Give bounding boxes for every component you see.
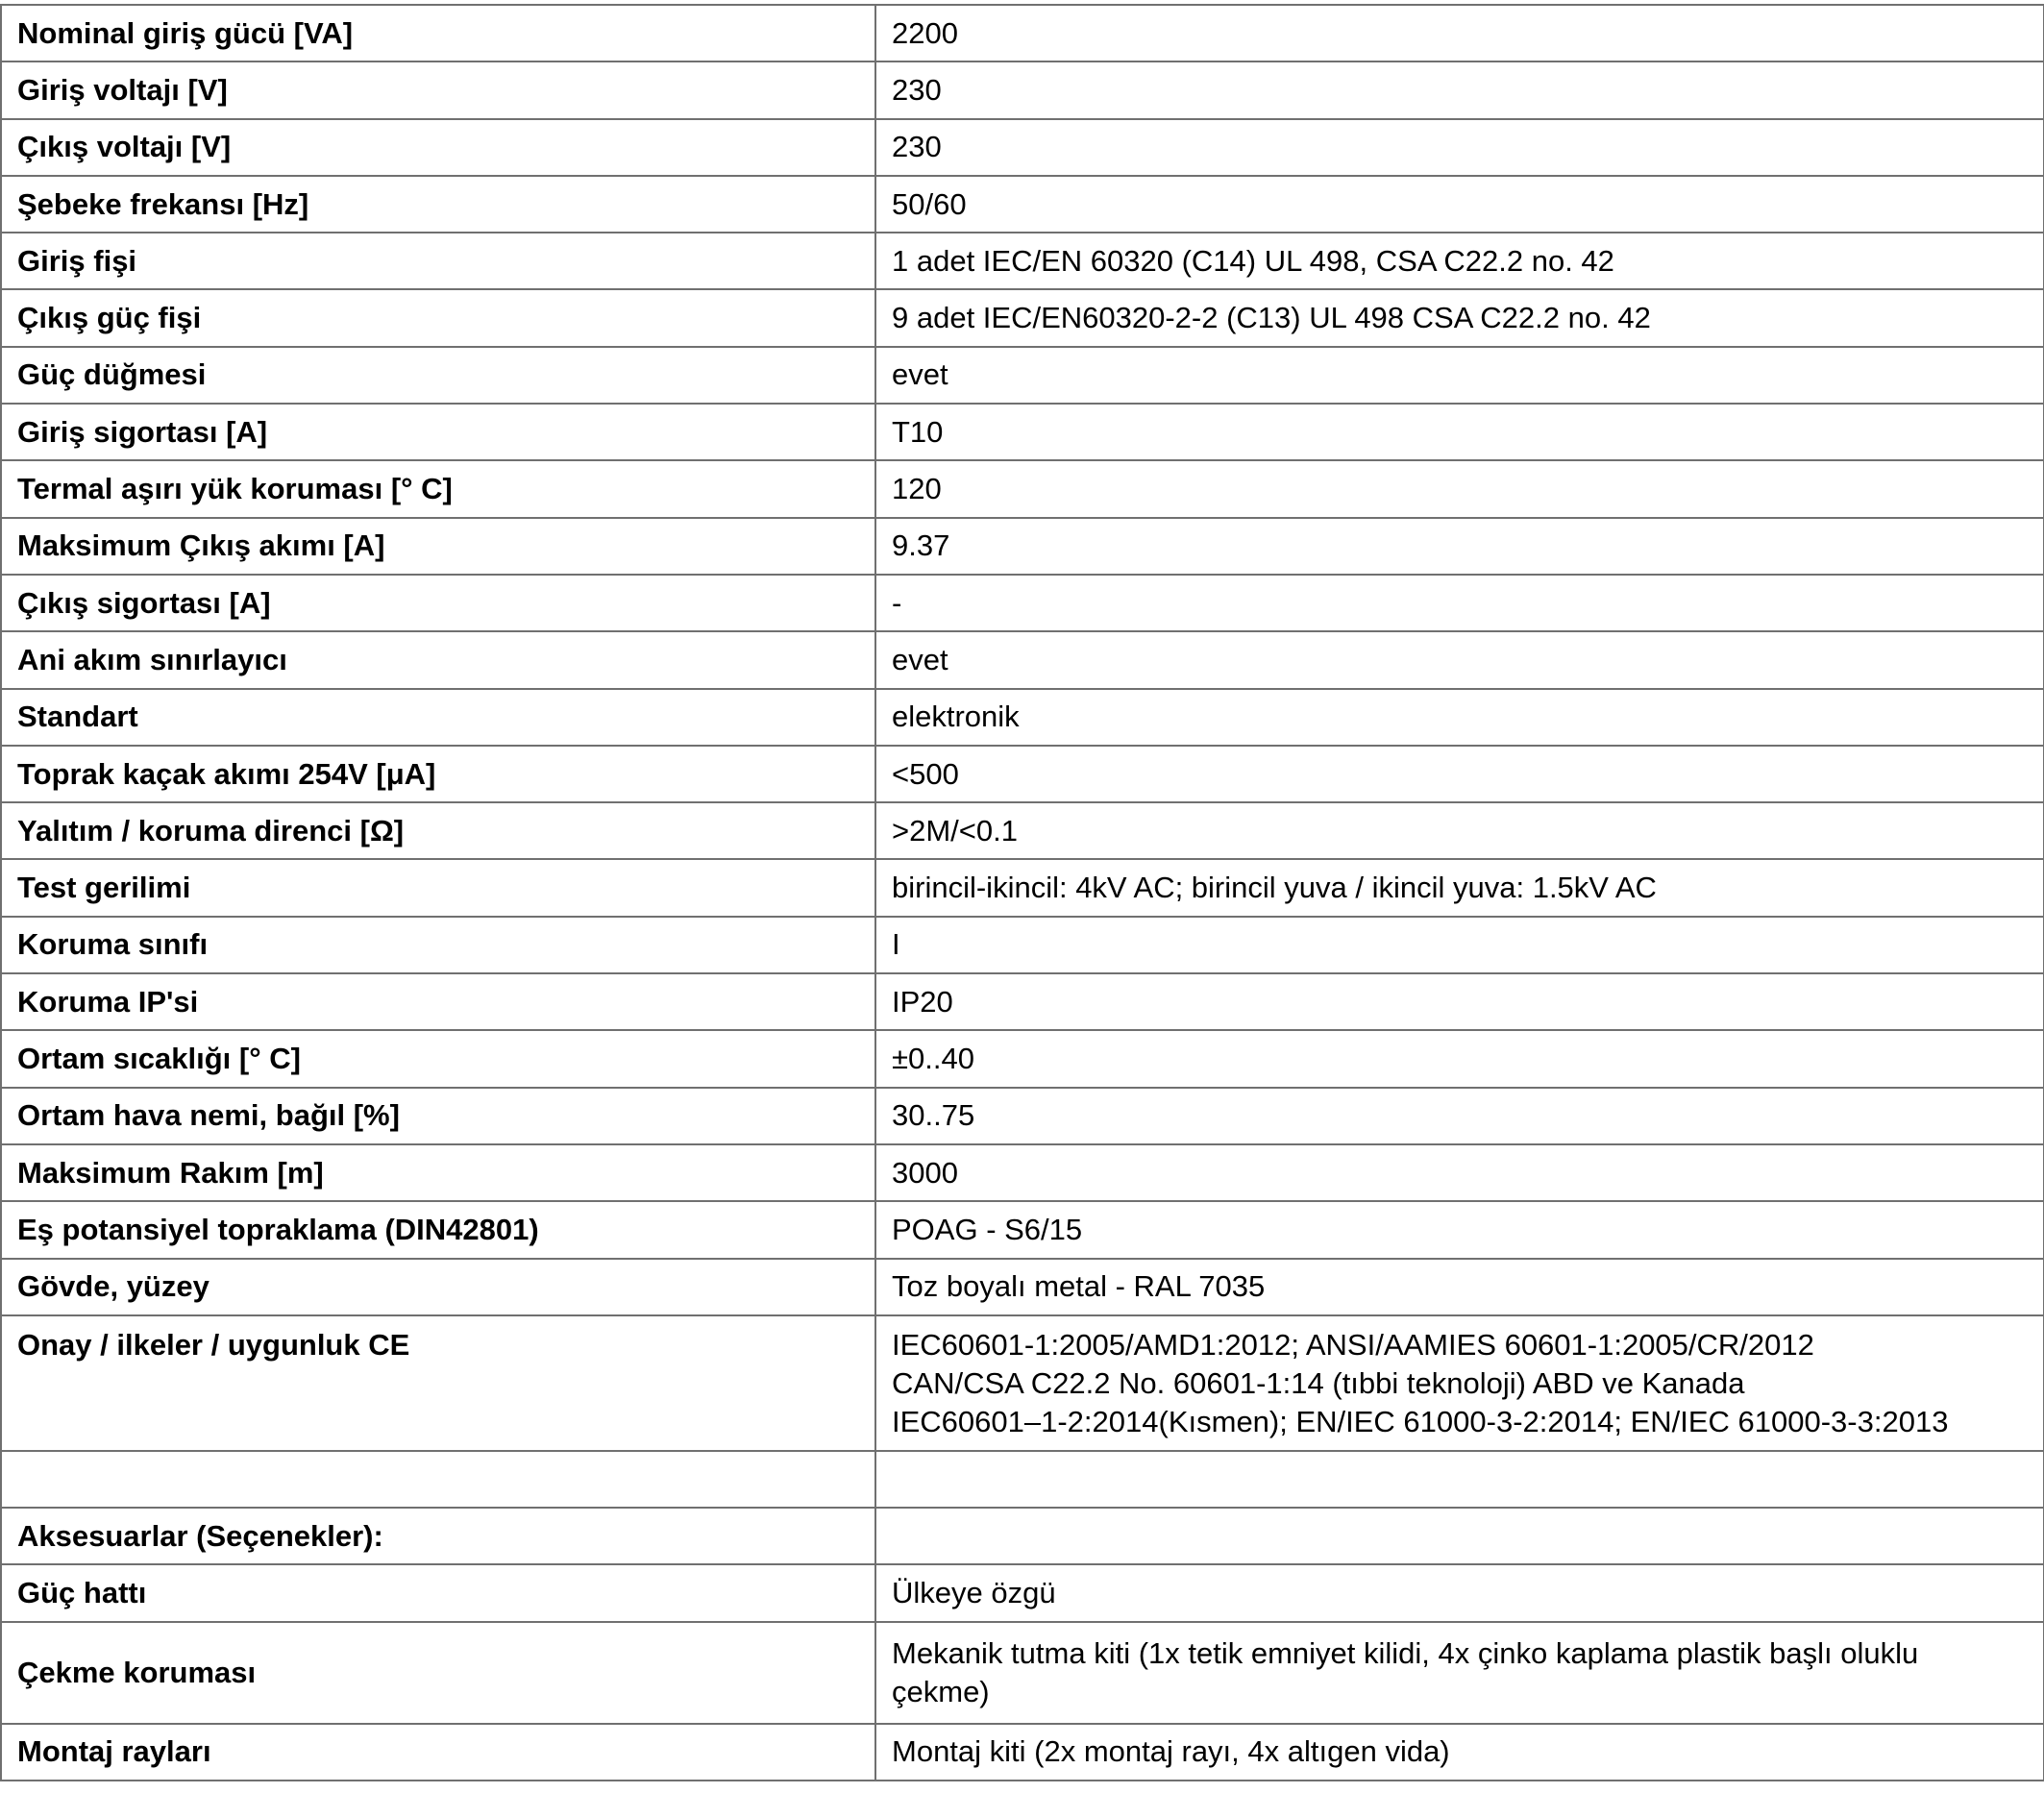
row-label: Koruma IP'si	[1, 973, 875, 1030]
table-row-strain-relief	[1, 1622, 2044, 1724]
table-row	[1, 1030, 2044, 1087]
row-label: Çıkış güç fişi	[1, 289, 875, 346]
strain-relief-line: çekme)	[892, 1674, 990, 1708]
table-row	[1, 176, 2044, 233]
table-row	[1, 746, 2044, 802]
table-row	[1, 119, 2044, 176]
row-label	[1, 1451, 875, 1508]
table-row	[1, 289, 2044, 346]
row-value: birincil-ikincil: 4kV AC; birincil yuva / ikincil yuva: 1.5kV AC	[875, 859, 2044, 916]
row-label: Koruma sınıfı	[1, 917, 875, 973]
row-value: 230	[875, 61, 2044, 118]
row-value: 2200	[875, 5, 2044, 61]
row-value: <500	[875, 746, 2044, 802]
row-value: POAG - S6/15	[875, 1201, 2044, 1258]
table-row	[1, 575, 2044, 631]
row-value: >2M/<0.1	[875, 802, 2044, 859]
row-label: Maksimum Rakım [m]	[1, 1144, 875, 1201]
table-row	[1, 973, 2044, 1030]
row-label: Montaj rayları	[1, 1724, 875, 1781]
row-value-multiline	[875, 1315, 2044, 1451]
row-label: Nominal giriş gücü [VA]	[1, 5, 875, 61]
row-value: T10	[875, 404, 2044, 460]
row-value-multiline	[875, 1622, 2044, 1724]
row-value: evet	[875, 631, 2044, 688]
row-label: Yalıtım / koruma direnci [Ω]	[1, 802, 875, 859]
table-row	[1, 1259, 2044, 1315]
table-row	[1, 1088, 2044, 1144]
table-row	[1, 347, 2044, 404]
row-label: Gövde, yüzey	[1, 1259, 875, 1315]
row-value: Ülkeye özgü	[875, 1564, 2044, 1621]
row-label: Çıkış voltajı [V]	[1, 119, 875, 176]
row-value: ±0..40	[875, 1030, 2044, 1087]
row-value: Montaj kiti (2x montaj rayı, 4x altıgen vida)	[875, 1724, 2044, 1781]
row-value: -	[875, 575, 2044, 631]
approval-line: CAN/CSA C22.2 No. 60601-1:14 (tıbbi teknoloji) ABD ve Kanada	[892, 1365, 1745, 1400]
row-label: Ani akım sınırlayıcı	[1, 631, 875, 688]
row-value: Toz boyalı metal - RAL 7035	[875, 1259, 2044, 1315]
row-label: Giriş fişi	[1, 233, 875, 289]
row-value	[875, 1508, 2044, 1564]
table-row-mounting-rails	[1, 1724, 2044, 1781]
table-row	[1, 689, 2044, 746]
row-value: 9 adet IEC/EN60320-2-2 (C13) UL 498 CSA C22.2 no. 42	[875, 289, 2044, 346]
row-value: 120	[875, 460, 2044, 517]
table-row	[1, 404, 2044, 460]
table-row	[1, 5, 2044, 61]
row-label: Giriş voltajı [V]	[1, 61, 875, 118]
row-label: Termal aşırı yük koruması [° C]	[1, 460, 875, 517]
row-label: Test gerilimi	[1, 859, 875, 916]
table-row	[1, 802, 2044, 859]
row-value: elektronik	[875, 689, 2044, 746]
table-row	[1, 518, 2044, 575]
row-value: 3000	[875, 1144, 2044, 1201]
row-value: IP20	[875, 973, 2044, 1030]
row-label: Standart	[1, 689, 875, 746]
row-value: evet	[875, 347, 2044, 404]
spec-table-body	[1, 5, 2044, 1315]
approval-line: IEC60601-1:2005/AMD1:2012; ANSI/AAMIES 60601-1:2005/CR/2012	[892, 1327, 1814, 1362]
spec-table	[0, 4, 2044, 1781]
row-label: Çekme koruması	[1, 1622, 875, 1724]
table-row	[1, 460, 2044, 517]
table-row-power-line	[1, 1564, 2044, 1621]
approval-line: IEC60601–1-2:2014(Kısmen); EN/IEC 61000-3-2:2014; EN/IEC 61000-3-3:2013	[892, 1404, 1949, 1438]
row-label: Ortam hava nemi, bağıl [%]	[1, 1088, 875, 1144]
row-value	[875, 1451, 2044, 1508]
table-row-empty	[1, 1451, 2044, 1508]
table-row-accessories-header	[1, 1508, 2044, 1564]
row-value: 230	[875, 119, 2044, 176]
row-label: Giriş sigortası [A]	[1, 404, 875, 460]
table-row	[1, 61, 2044, 118]
strain-relief-line: Mekanik tutma kiti (1x tetik emniyet kilidi, 4x çinko kaplama plastik başlı oluklu	[892, 1635, 1919, 1670]
row-label: Onay / ilkeler / uygunluk CE	[1, 1315, 875, 1451]
row-label: Şebeke frekansı [Hz]	[1, 176, 875, 233]
row-value: I	[875, 917, 2044, 973]
row-value: 9.37	[875, 518, 2044, 575]
table-row	[1, 233, 2044, 289]
row-value: 50/60	[875, 176, 2044, 233]
row-label: Eş potansiyel topraklama (DIN42801)	[1, 1201, 875, 1258]
row-label: Toprak kaçak akımı 254V [μA]	[1, 746, 875, 802]
row-label: Maksimum Çıkış akımı [A]	[1, 518, 875, 575]
spec-table-tail	[1, 1315, 2044, 1781]
row-value: 30..75	[875, 1088, 2044, 1144]
table-row	[1, 859, 2044, 916]
row-label: Çıkış sigortası [A]	[1, 575, 875, 631]
row-label: Güç hattı	[1, 1564, 875, 1621]
row-label: Güç düğmesi	[1, 347, 875, 404]
table-row	[1, 1201, 2044, 1258]
table-row	[1, 917, 2044, 973]
table-row	[1, 631, 2044, 688]
accessories-header: Aksesuarlar (Seçenekler):	[1, 1508, 875, 1564]
table-row-approval	[1, 1315, 2044, 1451]
row-value: 1 adet IEC/EN 60320 (C14) UL 498, CSA C22.2 no. 42	[875, 233, 2044, 289]
table-row	[1, 1144, 2044, 1201]
row-label: Ortam sıcaklığı [° C]	[1, 1030, 875, 1087]
